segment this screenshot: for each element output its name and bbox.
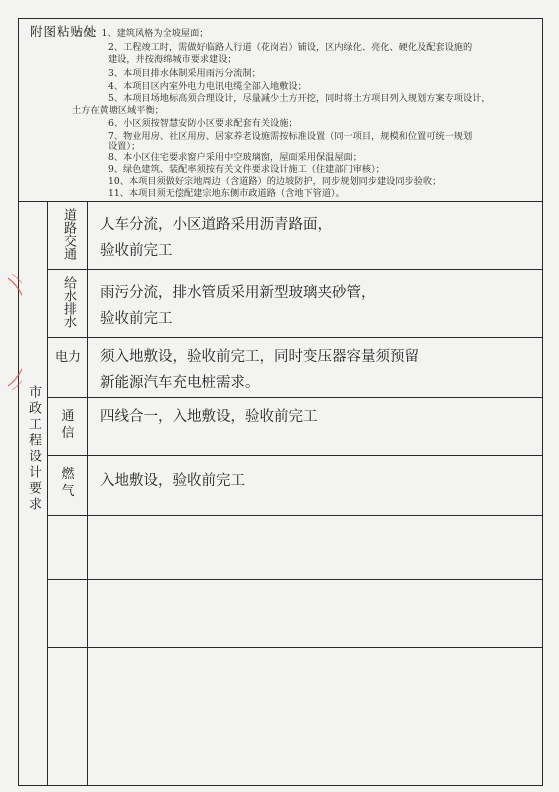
- content-line: 人车分流，小区道路采用沥青路面，: [100, 217, 332, 233]
- row-label: 通信: [61, 409, 75, 441]
- table-row: [48, 270, 543, 338]
- note-line: 土方在黄塘区域平衡；: [72, 105, 164, 116]
- table-row: [48, 398, 543, 456]
- note-line: 2、工程竣工时，需做好临路人行道（花岗岩）铺设，区内绿化、亮化、硬化及配套设施的: [108, 42, 473, 53]
- row-label-cell: [48, 580, 88, 647]
- table-row: [48, 648, 543, 786]
- row-label-cell: [48, 202, 88, 269]
- content-line: 须入地敷设，验收前完工，同时变压器容量须预留: [100, 349, 419, 365]
- row-label-cell: [48, 648, 88, 786]
- note-line: 建设，并按海绵城市要求建设；: [108, 54, 237, 65]
- row-content: [100, 344, 419, 396]
- note-line: 5、本项目场地标高须合理设计，尽量减少土方开挖，同时将土方项目列入规划方案专项设计，: [108, 93, 491, 104]
- row-content: [100, 212, 332, 264]
- table-row: [48, 456, 543, 516]
- row-label: 道路交通: [61, 208, 76, 260]
- table-row: [48, 516, 543, 580]
- category-column: [18, 202, 48, 786]
- row-label-cell: [48, 270, 88, 337]
- content-line: 验收前完工: [100, 311, 173, 327]
- row-label: 电力: [54, 350, 81, 365]
- row-label-cell: [48, 338, 88, 397]
- table-row: [48, 580, 543, 648]
- note-line: 10、本项目须做好宗地周边（含道路）的边坡防护，同步规划同步建设同步验收；: [108, 176, 442, 187]
- note-line: 7、物业用房、社区用房、居家养老设施需按标准设置（同一项目，规模和位置可统一规划: [108, 131, 473, 142]
- content-line: 验收前完工: [100, 243, 173, 259]
- requirements-table: [18, 202, 543, 786]
- note-line: 设置）；: [108, 141, 141, 152]
- table-row: [48, 202, 543, 270]
- row-label-cell: [48, 456, 88, 515]
- section-title: 市政工程设计要求: [26, 385, 41, 513]
- row-content: [100, 280, 376, 332]
- note-line: 方位：1、建筑风格为全坡屋面；: [74, 28, 209, 39]
- row-label-cell: [48, 516, 88, 579]
- attachment-area: [18, 18, 543, 202]
- note-line: 6、小区须按智慧安防小区要求配套有关设施；: [108, 118, 298, 129]
- content-line: 入地敷设，验收前完工: [100, 473, 245, 489]
- note-line: 8、本小区住宅要求窗户采用中空玻璃窗，屋面采用保温屋面；: [108, 152, 362, 163]
- table-row: [48, 338, 543, 398]
- note-line: 11、本项目须无偿配建宗地东侧市政道路（含地下管道）。: [108, 188, 345, 199]
- row-content: [100, 404, 318, 430]
- row-content: [100, 468, 245, 494]
- attachment-label: 附图粘贴处: [30, 24, 98, 39]
- content-line: 雨污分流，排水管质采用新型玻璃夹砂管，: [100, 285, 376, 301]
- notes-list: [18, 18, 543, 202]
- content-line: 四线合一，入地敷设，验收前完工: [100, 409, 318, 425]
- note-line: 9、绿色建筑、装配率须按有关文件要求设计施工（住建部门审核）；: [108, 164, 385, 175]
- note-line: 3、本项目排水体制采用雨污分流制；: [108, 68, 261, 79]
- note-line: 4、本项目区内室外电力电讯电缆全部入地敷设；: [108, 81, 307, 92]
- content-line: 新能源汽车充电桩需求。: [100, 375, 260, 391]
- row-label-cell: [48, 398, 88, 455]
- row-label: 给水排水: [61, 276, 76, 328]
- row-label: 燃气: [61, 467, 75, 499]
